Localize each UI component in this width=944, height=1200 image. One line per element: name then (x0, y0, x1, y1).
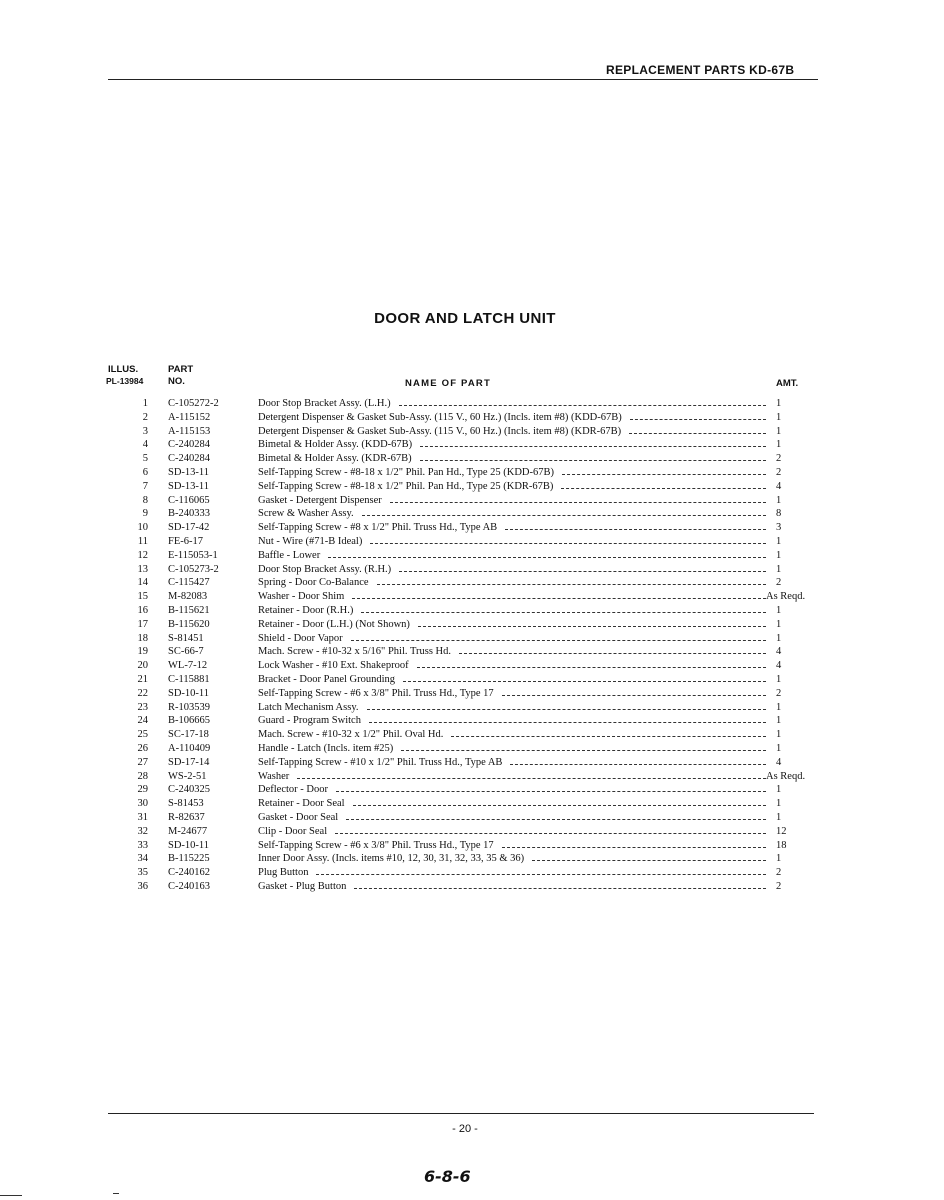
illus-number: 26 (137, 742, 148, 754)
part-amount: As Reqd. (766, 591, 806, 603)
part-amount: 8 (776, 508, 782, 520)
illus-number: 4 (142, 439, 148, 451)
part-name-cell (258, 397, 766, 411)
table-row (0, 701, 944, 715)
part-name-cell (258, 880, 766, 894)
dash-leader (459, 653, 766, 654)
part-name: Nut - Wire (#71-B Ideal) (258, 535, 363, 547)
part-name: Washer (258, 770, 290, 782)
illus-number: 28 (137, 770, 148, 782)
illus-number: 24 (137, 715, 148, 727)
part-number: C-240162 (168, 867, 210, 879)
illus-number: 29 (137, 784, 148, 796)
table-row (0, 590, 944, 604)
col-name-of-part: NAME OF PART (405, 378, 491, 389)
part-number: C-240163 (168, 880, 210, 892)
dash-leader (630, 419, 766, 420)
table-row (0, 825, 944, 839)
part-name: Screw & Washer Assy. (258, 508, 354, 520)
dash-leader (532, 860, 766, 861)
part-name: Inner Door Assy. (Incls. items #10, 12, 30, 31, 32, 33, 35 & 36) (258, 853, 525, 865)
part-amount: 1 (776, 632, 782, 644)
dash-leader (369, 722, 766, 723)
illus-number: 16 (137, 604, 148, 616)
part-name: Clip - Door Seal (258, 825, 328, 837)
part-number: M-82083 (168, 591, 208, 603)
part-number: A-115152 (168, 411, 211, 423)
part-name-cell (258, 521, 766, 535)
table-row (0, 797, 944, 811)
part-name: Bracket - Door Panel Grounding (258, 673, 396, 685)
dash-leader (297, 778, 766, 779)
part-name: Retainer - Door Seal (258, 798, 345, 810)
part-number: A-115153 (168, 425, 211, 437)
part-name: Self-Tapping Screw - #8-18 x 1/2" Phil. Pan Hd., Type 25 (KDR-67B) (258, 480, 554, 492)
part-number: S-81453 (168, 798, 204, 810)
part-name-cell (258, 783, 766, 797)
part-name-cell (258, 701, 766, 715)
part-amount: 4 (776, 480, 782, 492)
illus-number: 14 (137, 577, 148, 589)
dash-leader (420, 446, 766, 447)
part-number: SD-10-11 (168, 687, 210, 699)
table-row (0, 783, 944, 797)
part-name: Detergent Dispenser & Gasket Sub-Assy. (115 V., 60 Hz.) (Incls. item #8) (KDR-67B) (258, 425, 622, 437)
table-row (0, 880, 944, 894)
part-name-cell (258, 866, 766, 880)
part-amount: 1 (776, 425, 782, 437)
illus-number: 3 (142, 425, 148, 437)
part-number: SC-66-7 (168, 646, 204, 658)
part-name-cell (258, 466, 766, 480)
table-row (0, 521, 944, 535)
table-row (0, 604, 944, 618)
part-name-cell (258, 576, 766, 590)
illus-number: 35 (137, 867, 148, 879)
illus-number: 1 (142, 398, 148, 409)
part-name: Retainer - Door (R.H.) (258, 604, 354, 616)
part-name-cell (258, 411, 766, 425)
part-amount: 2 (776, 880, 782, 892)
part-amount: 2 (776, 577, 782, 589)
part-number: B-106665 (168, 715, 210, 727)
illus-number: 17 (137, 618, 148, 630)
part-name: Bimetal & Holder Assy. (KDR-67B) (258, 453, 412, 465)
part-amount: 1 (776, 784, 782, 796)
table-row (0, 714, 944, 728)
dash-leader (354, 888, 766, 889)
table-row (0, 452, 944, 466)
part-name-cell (258, 645, 766, 659)
illus-number: 2 (142, 411, 148, 423)
part-amount: 1 (776, 701, 782, 713)
page-number: - 20 - (452, 1123, 478, 1135)
dash-leader (502, 847, 766, 848)
part-number: R-103539 (168, 701, 210, 713)
part-name-cell (258, 438, 766, 452)
table-row (0, 411, 944, 425)
part-name-cell (258, 494, 766, 508)
dash-leader (399, 571, 766, 572)
table-row (0, 535, 944, 549)
dash-leader (390, 502, 766, 503)
part-name-cell (258, 742, 766, 756)
part-number: R-82637 (168, 811, 205, 823)
table-row (0, 618, 944, 632)
part-amount: 4 (776, 756, 782, 768)
table-row (0, 494, 944, 508)
part-amount: 1 (776, 535, 782, 547)
part-name-cell (258, 797, 766, 811)
part-name-cell (258, 714, 766, 728)
part-name: Self-Tapping Screw - #8 x 1/2" Phil. Truss Hd., Type AB (258, 522, 498, 534)
part-number: B-115620 (168, 618, 210, 630)
part-amount: 1 (776, 798, 782, 810)
dash-leader (420, 460, 766, 461)
illus-number: 30 (137, 798, 148, 810)
dash-leader (401, 750, 766, 751)
part-name-cell (258, 452, 766, 466)
illus-number: 13 (137, 563, 148, 575)
part-number: E-115053-1 (168, 549, 218, 561)
part-name-cell (258, 618, 766, 632)
part-number: FE-6-17 (168, 535, 203, 547)
illus-number: 6 (142, 466, 148, 478)
part-name: Shield - Door Vapor (258, 632, 343, 644)
part-name-cell (258, 770, 766, 784)
part-amount: 1 (776, 563, 782, 575)
part-amount: 2 (776, 867, 782, 879)
part-amount: 1 (776, 439, 782, 451)
table-row (0, 425, 944, 439)
table-row (0, 866, 944, 880)
part-amount: 4 (776, 660, 782, 672)
part-name: Self-Tapping Screw - #10 x 1/2" Phil. Truss Hd., Type AB (258, 756, 503, 768)
dash-leader (377, 584, 766, 585)
table-row (0, 632, 944, 646)
dash-leader (328, 557, 766, 558)
dash-leader (361, 612, 766, 613)
dash-leader (502, 695, 766, 696)
part-name: Self-Tapping Screw - #6 x 3/8" Phil. Truss Hd., Type 17 (258, 687, 494, 699)
part-name-cell (258, 756, 766, 770)
dash-leader (451, 736, 766, 737)
part-number: SD-10-11 (168, 839, 210, 851)
part-amount: 2 (776, 466, 782, 478)
dash-leader (561, 488, 766, 489)
col-part-line1: PART (168, 364, 194, 375)
part-amount: 1 (776, 729, 782, 741)
illus-number: 23 (137, 701, 148, 713)
part-name: Self-Tapping Screw - #8-18 x 1/2" Phil. Pan Hd., Type 25 (KDD-67B) (258, 466, 555, 478)
table-row (0, 687, 944, 701)
part-amount: 12 (776, 825, 787, 837)
illus-number: 31 (137, 811, 148, 823)
part-amount: 1 (776, 715, 782, 727)
handwritten-note: 6-8-6 (424, 1167, 471, 1186)
dash-leader (316, 874, 766, 875)
illus-number: 12 (137, 549, 148, 561)
part-name: Gasket - Detergent Dispenser (258, 494, 382, 506)
part-amount: As Reqd. (766, 770, 806, 782)
illus-number: 25 (137, 729, 148, 741)
part-name: Plug Button (258, 867, 309, 879)
header-rule (108, 79, 818, 80)
illus-number: 8 (142, 494, 148, 506)
part-amount: 1 (776, 618, 782, 630)
dash-leader (351, 640, 766, 641)
part-name-cell (258, 825, 766, 839)
illus-number: 10 (137, 522, 148, 534)
part-name: Bimetal & Holder Assy. (KDD-67B) (258, 439, 413, 451)
illus-number: 34 (137, 853, 148, 865)
part-amount: 1 (776, 398, 782, 409)
part-name: Baffle - Lower (258, 549, 321, 561)
dash-leader (399, 405, 766, 406)
dash-leader (335, 833, 766, 834)
part-name: Guard - Program Switch (258, 715, 361, 727)
part-amount: 4 (776, 646, 782, 658)
part-amount: 1 (776, 411, 782, 423)
part-number: SD-17-42 (168, 522, 210, 534)
dash-leader (336, 791, 766, 792)
dash-leader (346, 819, 766, 820)
table-row (0, 728, 944, 742)
part-amount: 1 (776, 742, 782, 754)
illus-number: 7 (142, 480, 148, 492)
part-name-cell (258, 728, 766, 742)
part-number: SD-13-11 (168, 480, 210, 492)
col-illus-line1: ILLUS. (108, 364, 139, 375)
part-number: A-110409 (168, 742, 211, 754)
dash-leader (562, 474, 766, 475)
part-name-cell (258, 590, 766, 604)
part-name: Deflector - Door (258, 784, 328, 796)
table-row (0, 839, 944, 853)
table-row (0, 659, 944, 673)
part-amount: 2 (776, 453, 782, 465)
part-amount: 3 (776, 522, 782, 534)
part-name-cell (258, 659, 766, 673)
part-name-cell (258, 604, 766, 618)
part-name-cell (258, 673, 766, 687)
part-amount: 1 (776, 549, 782, 561)
part-number: WS-2-51 (168, 770, 207, 782)
parts-table (0, 397, 944, 894)
part-amount: 2 (776, 687, 782, 699)
part-number: C-240284 (168, 439, 210, 451)
part-number: C-105273-2 (168, 563, 219, 575)
table-row (0, 563, 944, 577)
dash-leader (370, 543, 766, 544)
part-name: Mach. Screw - #10-32 x 5/16" Phil. Truss Hd. (258, 646, 451, 658)
part-number: SD-13-11 (168, 466, 210, 478)
col-part-line2: NO. (168, 376, 185, 387)
dash-leader (629, 433, 766, 434)
part-name: Door Stop Bracket Assy. (R.H.) (258, 563, 392, 575)
table-row (0, 466, 944, 480)
dash-leader (403, 681, 766, 682)
part-name-cell (258, 563, 766, 577)
part-number: C-116065 (168, 494, 210, 506)
part-amount: 1 (776, 811, 782, 823)
part-amount: 1 (776, 853, 782, 865)
table-row (0, 480, 944, 494)
dash-leader (418, 626, 766, 627)
part-name-cell (258, 507, 766, 521)
illus-number: 33 (137, 839, 148, 851)
part-name: Handle - Latch (Incls. item #25) (258, 742, 394, 754)
dash-leader (417, 667, 766, 668)
footer-rule (108, 1113, 814, 1114)
illus-number: 36 (137, 880, 148, 892)
part-number: C-240284 (168, 453, 210, 465)
part-name-cell (258, 839, 766, 853)
part-number: C-115881 (168, 673, 210, 685)
scan-mark (0, 1195, 22, 1196)
illus-number: 21 (137, 673, 148, 685)
part-number: B-115621 (168, 604, 210, 616)
section-title: DOOR AND LATCH UNIT (374, 310, 556, 327)
part-name-cell (258, 535, 766, 549)
part-number: SD-17-14 (168, 756, 210, 768)
part-amount: 18 (776, 839, 787, 851)
dash-leader (510, 764, 766, 765)
part-name: Spring - Door Co-Balance (258, 577, 369, 589)
part-amount: 1 (776, 494, 782, 506)
dash-leader (505, 529, 766, 530)
col-illus-line2: PL-13984 (106, 376, 144, 386)
table-row (0, 438, 944, 452)
table-row (0, 645, 944, 659)
part-name-cell (258, 632, 766, 646)
part-name-cell (258, 549, 766, 563)
dash-leader (353, 805, 766, 806)
part-name-cell (258, 811, 766, 825)
illus-number: 22 (137, 687, 148, 699)
dash-leader (367, 709, 766, 710)
part-name: Door Stop Bracket Assy. (L.H.) (258, 398, 391, 409)
illus-number: 19 (137, 646, 148, 658)
part-name-cell (258, 687, 766, 701)
part-number: C-105272-2 (168, 398, 219, 409)
col-amt: AMT. (776, 378, 799, 389)
part-number: C-240325 (168, 784, 210, 796)
table-row (0, 673, 944, 687)
part-name: Gasket - Plug Button (258, 880, 347, 892)
page-header-title: REPLACEMENT PARTS KD-67B (606, 63, 795, 77)
illus-number: 32 (137, 825, 148, 837)
scan-mark (113, 1193, 119, 1194)
part-name-cell (258, 852, 766, 866)
part-amount: 1 (776, 673, 782, 685)
part-number: S-81451 (168, 632, 204, 644)
part-number: C-115427 (168, 577, 210, 589)
part-name-cell (258, 480, 766, 494)
part-amount: 1 (776, 604, 782, 616)
illus-number: 27 (137, 756, 148, 768)
table-row (0, 852, 944, 866)
part-name-cell (258, 425, 766, 439)
table-row (0, 811, 944, 825)
part-name: Washer - Door Shim (258, 591, 345, 603)
part-name: Retainer - Door (L.H.) (Not Shown) (258, 618, 410, 630)
illus-number: 9 (142, 508, 148, 520)
part-number: B-115225 (168, 853, 210, 865)
illus-number: 20 (137, 660, 148, 672)
part-name: Self-Tapping Screw - #6 x 3/8" Phil. Truss Hd., Type 17 (258, 839, 494, 851)
part-number: M-24677 (168, 825, 208, 837)
part-name: Lock Washer - #10 Ext. Shakeproof (258, 660, 409, 672)
dash-leader (362, 515, 766, 516)
part-number: SC-17-18 (168, 729, 209, 741)
part-name: Detergent Dispenser & Gasket Sub-Assy. (115 V., 60 Hz.) (Incls. item #8) (KDD-67B) (258, 411, 622, 423)
illus-number: 18 (137, 632, 148, 644)
table-row (0, 742, 944, 756)
dash-leader (352, 598, 766, 599)
illus-number: 11 (137, 535, 148, 547)
illus-number: 15 (137, 591, 148, 603)
part-number: WL-7-12 (168, 660, 208, 672)
table-row (0, 397, 944, 411)
illus-number: 5 (142, 453, 148, 465)
table-row (0, 770, 944, 784)
table-row (0, 756, 944, 770)
part-name: Latch Mechanism Assy. (258, 701, 359, 713)
part-name: Mach. Screw - #10-32 x 1/2" Phil. Oval Hd. (258, 729, 444, 741)
part-number: B-240333 (168, 508, 210, 520)
part-name: Gasket - Door Seal (258, 811, 339, 823)
table-row (0, 507, 944, 521)
table-row (0, 549, 944, 563)
table-row (0, 576, 944, 590)
